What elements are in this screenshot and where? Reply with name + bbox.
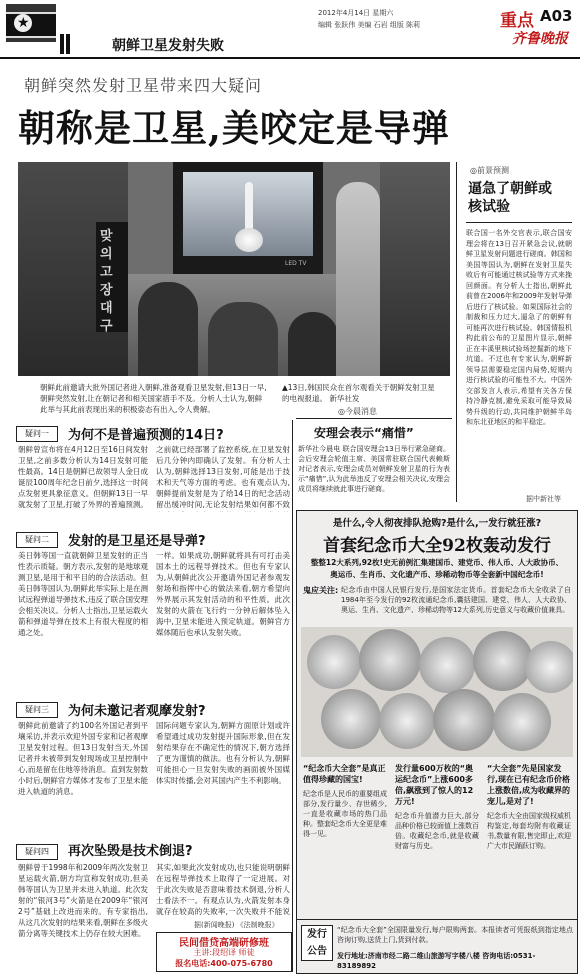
classified-ad [156,932,292,972]
ad-note-middle-text: 纪念币升值潜力巨大,部分品种价格已较面值上涨数百倍。收藏纪念币,就是收藏财富与历史。 [395,812,479,850]
q2-col-a: 美日韩等国一直就朝鲜卫星发射的正当性表示质疑。朝方表示,发射的是地球观测卫星,是用于和平目的的合法活动。但美日韩等国认为,朝鲜此举实际上是在测试远程弹道导弹技术,违反了联合国安理会相关决议。分析人士指出,卫星运载火箭和弹道导弹在技术上有很大程度的相通之处。 [18,551,148,637]
today-title: 安理会表示“痛惜” [314,426,414,440]
preview-label: ◎前景预测 [470,166,509,175]
question-one [14,422,290,514]
north-korea-flag-icon: ★ [6,4,56,42]
newspaper-name: 齐鲁晚报 [512,31,568,47]
coins-image [301,627,573,757]
coin-advertisement [296,510,578,974]
ad-intro-label: 鬼应关注: [303,586,339,595]
ad-footer-label [301,925,333,961]
q4-label: 疑问四 [16,844,58,860]
rocket-shape [245,182,253,230]
q4-col-b: 其实,如果此次发射成功,也只能说明朝鲜在远程导弹技术上取得了一定进展。对于此次失败是否意味着技术倒退,分析人士看法不一。有观点认为,火箭发射本身就存在较高的失败率,一次失败并不能说 [156,863,290,916]
topic-bar [0,34,580,54]
masthead-rule [0,57,580,59]
ad-intro-text: 纪念币由中国人民银行发行,是国家法定货币。首套纪念币大全收录了自1984年至今发行的92枚流通纪念币,囊括建国、建党、伟人、人大政协、奥运、生肖、文化遗产、珍稀动物等12大系列,历史意义与收藏价值兼具。 [341,586,571,614]
ad-note-middle [395,763,479,913]
section-label: 重点 [500,11,534,31]
ad-series-line-2: 奥运币、生肖币、文化遗产币、珍稀动物币等全套新中国纪念币! [330,570,544,579]
today-text: 新华社今晨电 联合国安理会13日举行紧急磋商。会后安理会轮值主席、美国常驻联合国代表赖斯对记者表示,安理会成员对朝鲜发射卫星的行为表示“痛惜”,认为此举违反了安理会相关决议,安理会成员将继续就此事进行磋商。 [298,445,450,493]
ad-note-left-text: 纪念币是人民币的重要组成部分,发行量少、存世稀少,一直是收藏市场的热门品种。整套纪念币大全更是难得一见。 [303,790,387,838]
page-number: A03 [540,7,573,25]
preview-sign: 据中新社等 [526,495,561,503]
q4-col-a: 朝鲜曾于1998年和2009年两次发射卫星运载火箭,朝方均宣称发射成功,但美韩等国认为卫星并未进入轨道。此次发射的“银河3号”火箭是在2009年“银河2号”基础上改进而来的。有专家指出,从这几次发射的结果来看,朝鲜在多级火箭分离等关键技术上仍存在较大困难。 [18,863,148,938]
main-photo [18,162,450,376]
ad-note-right [487,763,571,913]
q2-label: 疑问二 [16,532,58,548]
preview-title: 逼急了朝鲜或核试验 [468,181,552,215]
q1-label: 疑问一 [16,426,58,442]
small-photo-caption: ▲13日,韩国民众在首尔观看关于朝鲜发射卫星的电视报道。 新华社发 [282,383,435,403]
question-three [14,696,290,834]
ad-footer-text: “纪念币大全套”全国限量发行,每户限购两套。本报读者可凭报纸到指定地点咨询订购,送货上门,货到付款。 [337,926,573,944]
photo-caption: 朝鲜此前邀请大批外国记者进入朝鲜,准备观看卫星发射,但13日一早,朝鲜突然发射,让在朝记者和相关国家措手不及。分析人士认为,朝鲜此举与其此前表现出来的积极姿态有出入,令人费解。 [40,383,267,414]
preview-text: 联合国一名外交官表示,联合国安理会将在13日召开紧急会议,就朝鲜卫星发射问题进行磋商。韩国和美国等国认为,朝鲜在发射卫星失败后有可能通过核试验等方式来挽回颜面。有分析人士指出,朝鲜此前曾在2006年和2009年发射导弹后进行了核试验。如果国际社会的制裁和压力过大,逼急了的朝鲜有可能再次进行核试验。韩国情报机构此前公布的卫星图片显示,朝鲜正在丰溪里核试验场挖掘新的地下坑道。不过也有专家认为,朝鲜新领导层需要稳定国内局势,短期内进行核试验的可能性不大。中国外交部发言人表示,希望有关各方保持冷静克制,避免采取可能导致局势升级的行动,共同维护朝鲜半岛和东北亚地区的和平稳定。 [466,229,572,426]
ad-note-middle-title: 发行量600万枚的“奥运纪念币”上涨600多倍,飙涨到了惊人的12万元! [395,764,474,806]
classified-phone: 报名电话:400-075-6780 [175,959,273,968]
q1-col-a: 朝鲜曾宣布将在4月12日至16日间发射卫星,之前多数分析认为14日发射可能性最高。14日是朝鲜已故领导人金日成诞辰100周年纪念日前夕,选择这一时间点发射更具象征意义。但朝鲜13日一早就发射了卫星,打破了外界的普遍预测。 [18,445,148,509]
headline: 朝称是卫星,美咬定是导弹 [18,106,450,150]
q3-col-a: 朝鲜此前邀请了约100名外国记者到平壤采访,并表示欢迎外国专家和记者观摩卫星发射过程。但13日发射当天,外国记者并未被带到发射现场或卫星控制中心,而是留在住地等待消息。直到发射数小时后,朝鲜官方媒体才发布了卫星未能进入轨道的消息。 [18,721,148,796]
today-label: ◎今晨消息 [338,407,377,416]
ad-footer-address: 发行地址:济南市经二路二维山旅游写字楼八楼 咨询电话:0531-83189892 [337,952,536,970]
q2-col-b: 一样。如果成功,朝鲜就将具有可打击美国本土的远程导弹技术。但也有专家认为,从朝鲜此次公开邀请外国记者参观发射场和指挥中心的做法来看,朝方希望向外界展示其发射活动的和平性质。此次发射的火箭在飞行约一分钟后解体坠入海中,卫星未能进入预定轨道。朝鲜官方媒体随后也承认发射失败。 [156,551,290,637]
topic-title: 朝鲜卫星发射失败 [112,38,224,54]
classified-title: 民间借贷高端研修班 [179,938,269,949]
q2-title: 发射的是卫星还是导弹? [68,534,206,549]
ad-footer-label-2: 公告 [307,946,327,957]
ad-series-line-1: 整整12大系列,92枚!史无前例汇集建国币、建党币、伟人币、人大政协币、 [310,558,564,567]
ad-note-left [303,763,387,913]
date-line: 2012年4月14日 星期六 [318,9,394,17]
q3-title: 为何未邀记者观摩发射? [68,704,206,719]
sign-off: 据(新闻晚报) 《法制晚报》 [194,921,279,929]
classified-host: 主讲:段绍译 师徒 [193,948,255,957]
masthead [0,0,580,60]
photo-sign-text: 맞의고장 대구 [100,229,113,334]
question-two [14,526,290,680]
q3-label: 疑问三 [16,702,58,718]
ad-note-left-title: “纪念币大全套”是真正值得珍藏的国宝! [303,764,386,784]
right-column-divider [456,162,457,502]
q3-col-b: 国际问题专家认为,朝鲜方面原计划或许希望通过成功发射提升国际形象,但在发射结果存在不确定性的情况下,朝方选择了更为谨慎的做法。也有分析认为,朝鲜可能担心一旦发射失败的画面被外国媒体实时传播,会对其国内产生不利影响。 [156,721,290,785]
photo-tv [173,162,323,274]
photo-tv-label: LED TV [285,260,307,267]
editors-line: 编辑 张跃伟 美编 石岩 组版 陈莉 [318,21,421,29]
ad-title: 首套纪念币大全92枚轰动发行 [323,536,551,556]
kicker: 朝鲜突然发射卫星带来四大疑问 [24,76,263,95]
ad-top-line: 是什么,令人彻夜排队抢购?是什么,一发行就狂涨? [332,518,542,529]
q1-title: 为何不是普遍预测的14日? [68,428,224,443]
q1-col-b: 之前就已经部署了监控系统,在卫星发射后几分钟内即确认了发射。有分析人士认为,朝鲜选择13日发射,可能是出于技术和天气等方面的考虑。也有观点认为,朝鲜提前发射是为了给14日的纪念活动留出缓冲时间,无论发射结果如何都不致 [156,445,290,509]
q4-title: 再次坠毁是技术倒退? [68,844,193,859]
today-box [296,406,452,498]
ad-note-right-title: “大全套”先是国家发行,现在已有纪念币价格上涨数倍,成为收藏界的宠儿,是对了! [487,764,571,806]
ad-footer-label-1: 发行 [307,929,327,940]
photo-woman [336,182,380,376]
question-four [14,836,290,972]
ad-note-right-text: 纪念币大全由国家级权威机构鉴定,每套均附有收藏证书,数量有限,售完即止,欢迎广大市民踊跃订购。 [487,812,571,850]
